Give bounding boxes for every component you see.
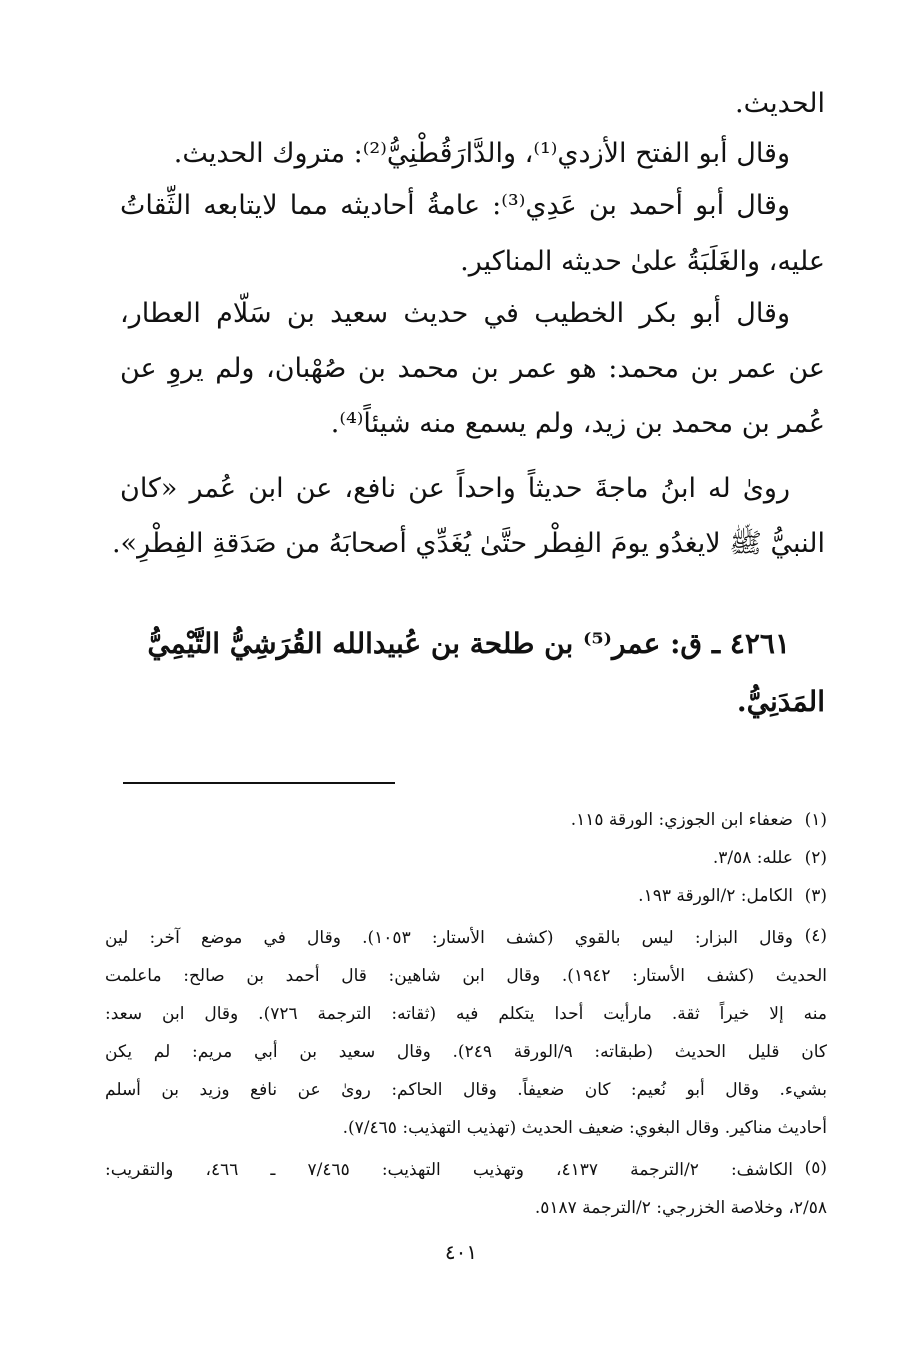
body-line: عن عمر بن محمد: هو عمر بن محمد بن صُهْبان، ولم يروِ عن — [120, 353, 825, 384]
entry-heading-cont: المَدَنِيُّ. — [736, 685, 825, 718]
footnote-text: علله: ٣/٥٨. — [712, 848, 793, 868]
footnote-text: الكاشف: ٢/الترجمة ٤١٣٧، وتهذيب التهذيب: ٧/٤٦٥ ـ ٤٦٦، والتقريب: — [105, 1160, 793, 1180]
footnote-number: (٢) — [804, 848, 827, 868]
footnote-rule — [123, 782, 395, 784]
body-line: الحديث. — [735, 88, 825, 119]
footnote-number: (٤) — [804, 926, 827, 946]
body-line: وقال أبو أحمد بن عَدِي⁽³⁾: عامةُ أحاديثه مما لايتابعه الثِّقاتُ — [120, 190, 790, 221]
footnote-number: (٥) — [804, 1158, 827, 1178]
footnote-text: الحديث (كشف الأستار: ١٩٤٢). وقال ابن شاهين: قال أحمد بن صالح: ماعلمت — [105, 966, 827, 986]
footnote — [105, 888, 827, 905]
body-line: عليه، والغَلَبَةُ علىٰ حديثه المناكير. — [460, 246, 825, 277]
footnote — [105, 812, 827, 829]
body-line: وقال أبو بكر الخطيب في حديث سعيد بن سَلّام العطار، — [120, 298, 790, 329]
page-number: ٤٠١ — [444, 1240, 478, 1264]
body-line: النبيُّ ﷺ لايغدُو يومَ الفِطْر حتَّىٰ يُغَدِّي أصحابَهُ من صَدَقةِ الفِطْرِ». — [111, 528, 825, 559]
footnote-text: كان قليل الحديث (طبقاته: ٩/الورقة ٢٤٩). وقال سعيد بن أبي مريم: لم يكن — [105, 1042, 827, 1062]
body-line: عُمر بن محمد بن زيد، ولم يسمع منه شيئاً⁽⁴⁾. — [330, 408, 825, 439]
footnote-text: بشيء. وقال أبو نُعيم: كان ضعيفاً. وقال الحاكم: روىٰ عن نافع وزيد بن أسلم — [105, 1080, 827, 1100]
entry-heading: ٤٢٦١ ـ ق: عمر⁽⁵⁾ بن طلحة بن عُبيدالله القُرَشِيُّ التَّيْمِيُّ — [147, 627, 790, 660]
footnote-text: منه إلا خيراً ثقة. مارأيت أحدا يتكلم فيه (ثقاته: الترجمة ٧٢٦). وقال ابن سعد: — [105, 1004, 828, 1024]
body-line: وقال أبو الفتح الأزدي⁽¹⁾، والدَّارَقُطْنِيُّ⁽²⁾: متروك الحديث. — [173, 138, 790, 169]
footnote-text: ضعفاء ابن الجوزي: الورقة ١١٥. — [570, 810, 793, 830]
footnote-text: الكامل: ٢/الورقة ١٩٣. — [638, 886, 793, 906]
footnote-text: ٢/٥٨، وخلاصة الخزرجي: ٢/الترجمة ٥١٨٧. — [534, 1198, 827, 1218]
footnote-number: (١) — [804, 810, 827, 830]
footnote-text: وقال البزار: ليس بالقوي (كشف الأستار: ١٠٥٣). وقال في موضع آخر: لين — [105, 928, 793, 948]
footnote-number: (٣) — [804, 886, 827, 906]
footnote-text: أحاديث مناكير. وقال البغوي: ضعيف الحديث (تهذيب التهذيب: ٧/٤٦٥). — [342, 1118, 827, 1138]
body-line: روىٰ له ابنُ ماجةَ حديثاً واحداً عن نافع، عن ابن عُمر «كان — [120, 473, 790, 504]
footnote — [105, 850, 827, 867]
